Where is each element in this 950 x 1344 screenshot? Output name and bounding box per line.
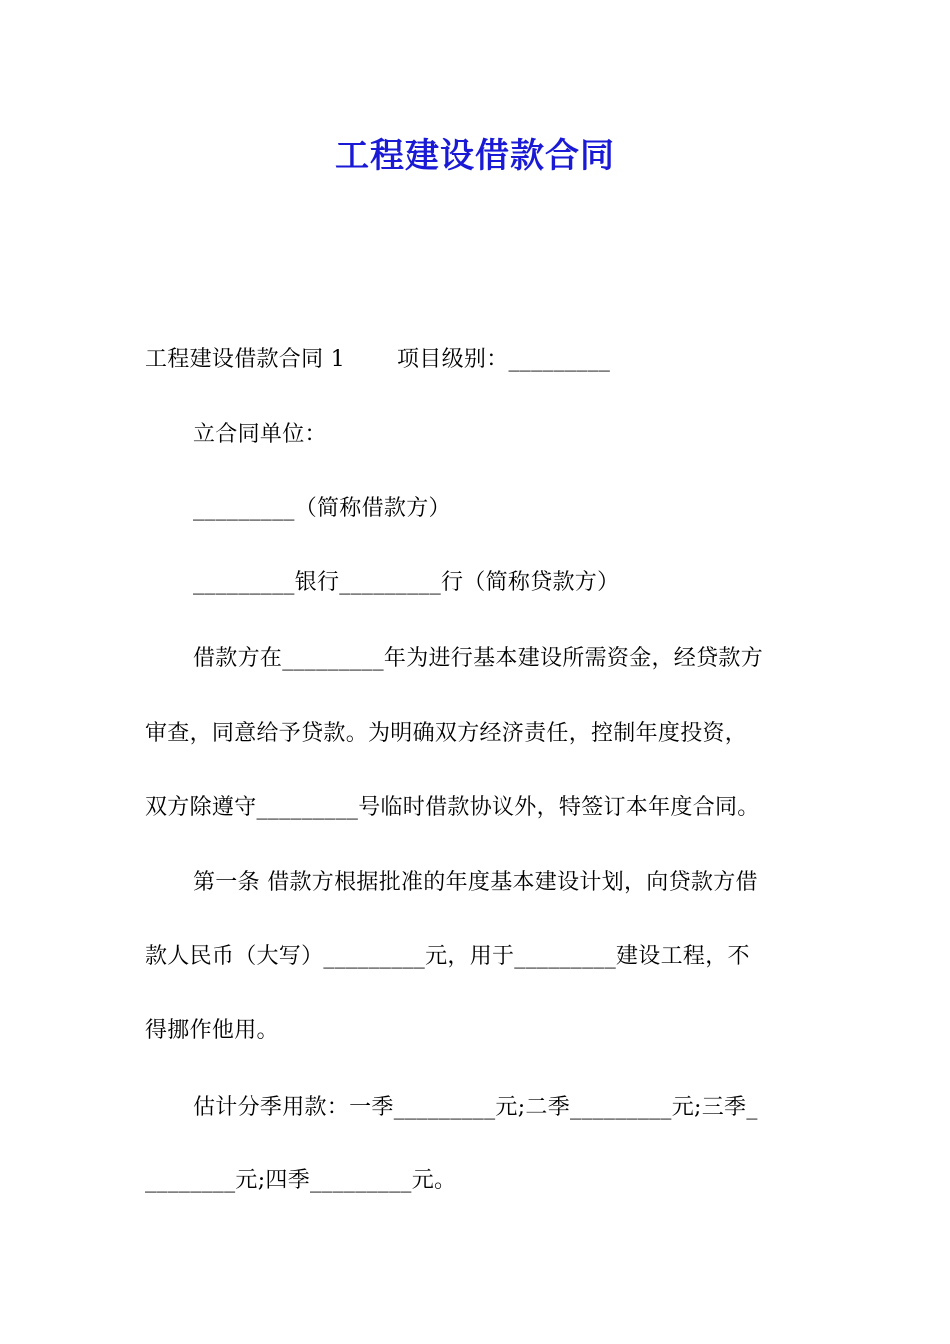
borrower-line: _________（简称借款方） <box>193 496 451 521</box>
article-line: 第一条 借款方根据批准的年度基本建设计划，向贷款方借 <box>193 870 758 895</box>
article-line: 款人民币（大写）_________元，用于_________建设工程，不 <box>145 944 750 969</box>
article-line: 得挪作他用。 <box>145 1018 279 1043</box>
project-level: 项目级别：_________ <box>397 347 611 372</box>
paragraph-line: 审查，同意给予贷款。为明确双方经济责任，控制年度投资， <box>145 721 748 746</box>
paragraph-line: 借款方在_________年为进行基本建设所需资金，经贷款方 <box>193 646 764 671</box>
contract-number: 工程建设借款合同 1 <box>145 347 345 372</box>
paragraph-line: 双方除遵守_________号临时借款协议外，特签订本年度合同。 <box>145 795 760 820</box>
document-title: 工程建设借款合同 <box>335 136 615 176</box>
lender-line: _________银行_________行（简称贷款方） <box>193 570 620 595</box>
parties-heading: 立合同单位： <box>193 422 327 447</box>
quarterly-line: ________元;四季_________元。 <box>145 1168 457 1193</box>
contract-header-line <box>145 345 815 375</box>
quarterly-line: 估计分季用款：一季_________元;二季_________元;三季_ <box>193 1095 758 1120</box>
